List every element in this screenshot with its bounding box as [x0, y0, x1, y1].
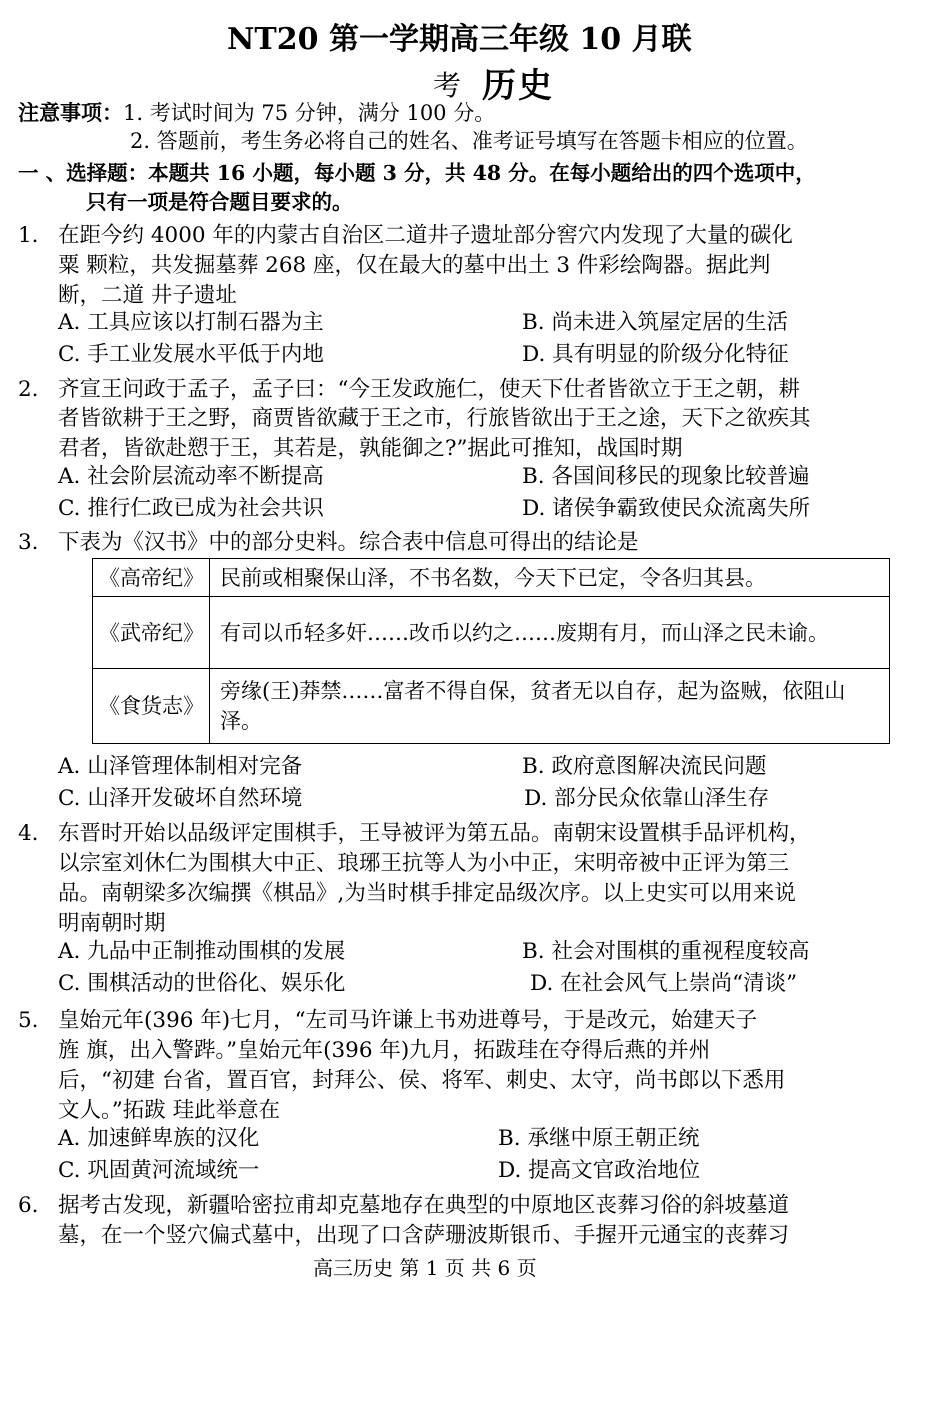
- section-heading-line2: 只有一项是符合题目要求的。: [86, 190, 353, 214]
- table-cell-text: 有司以币轻多奸……改币以约之……废期有月，而山泽之民未谕。: [210, 597, 890, 669]
- table-cell-text: 旁缘(王)莽禁……富者不得自保，贫者无以自存，起为盗贼，依阻山泽。: [210, 669, 890, 744]
- option-d: D. 提高文官政治地位: [498, 1158, 701, 1183]
- option-b: B. 尚未进入筑屋定居的生活: [522, 310, 788, 335]
- table-cell-book: 《高帝纪》: [93, 559, 210, 597]
- question-number: 5.: [18, 1008, 39, 1033]
- option-a: A. 加速鲜卑族的汉化: [58, 1126, 260, 1151]
- question-stem-line: 后，“初建 台省，置百官，封拜公、侯、将军、刺史、太守，尚书郎以下悉用: [58, 1068, 786, 1093]
- option-c: C. 推行仁政已成为社会共识: [58, 496, 324, 521]
- question-stem-line: 君者，皆欲赴愬于王，其若是，孰能御之?”据此可推知，战国时期: [58, 436, 683, 461]
- question-stem-line: 墓，在一个竖穴偏式墓中，出现了口含萨珊波斯银币、手握开元通宝的丧葬习: [58, 1223, 790, 1248]
- question-number: 4.: [18, 821, 39, 846]
- question-stem-line: 粟 颗粒，共发掘墓葬 268 座，仅在最大的墓中出土 3 件彩绘陶器。据此判: [58, 253, 771, 278]
- question-number: 6.: [18, 1193, 39, 1218]
- question-stem-line: 断，二道 井子遗址: [58, 283, 237, 308]
- table-cell-text: 民前或相聚保山泽，不书名数，今天下已定，令各归其县。: [210, 559, 890, 597]
- notes-line1: [18, 98, 495, 128]
- question-stem-line: 下表为《汉书》中的部分史料。综合表中信息可得出的结论是: [58, 530, 639, 555]
- option-d: D. 具有明显的阶级分化特征: [522, 342, 789, 367]
- option-a: A. 工具应该以打制石器为主: [58, 310, 324, 335]
- question-stem-line: 齐宣王问政于孟子，孟子曰：“今王发政施仁，使天下仕者皆欲立于王之朝，耕: [58, 377, 800, 402]
- question-stem-line: 东晋时开始以品级评定围棋手，王导被评为第五品。南朝宋设置棋手品评机构，: [58, 821, 811, 846]
- table-cell-book: 《武帝纪》: [93, 597, 210, 669]
- option-a: A. 社会阶层流动率不断提高: [58, 464, 324, 489]
- exam-subject: 历史: [482, 66, 554, 106]
- option-d: D. 部分民众依靠山泽生存: [524, 786, 770, 811]
- option-c: C. 手工业发展水平低于内地: [58, 342, 324, 367]
- table-row: [93, 669, 890, 744]
- option-b: B. 政府意图解决流民问题: [522, 754, 767, 779]
- question-stem-line: 文人。”拓跋 珪此举意在: [58, 1098, 281, 1123]
- table-row: [93, 597, 890, 669]
- option-c: C. 围棋活动的世俗化、娱乐化: [58, 971, 346, 996]
- option-d: D. 诸侯争霸致使民众流离失所: [522, 496, 811, 521]
- option-c: C. 山泽开发破坏自然环境: [58, 786, 303, 811]
- question-number: 3.: [18, 530, 39, 555]
- page-footer: 高三历史 第 1 页 共 6 页: [313, 1256, 537, 1280]
- option-b: B. 社会对围棋的重视程度较高: [522, 939, 810, 964]
- notes-item1: 1. 考试时间为 75 分钟，满分 100 分。: [123, 101, 496, 125]
- source-table: [92, 558, 890, 744]
- exam-title-kao: 考: [433, 69, 462, 102]
- option-b: B. 承继中原王朝正统: [498, 1126, 700, 1151]
- option-b: B. 各国间移民的现象比较普遍: [522, 464, 810, 489]
- option-c: C. 巩固黄河流域统一: [58, 1158, 260, 1183]
- table-cell-book: 《食货志》: [93, 669, 210, 744]
- question-stem-line: 品。南朝梁多次编撰《棋品》,为当时棋手排定品级次序。以上史实可以用来说: [58, 881, 796, 906]
- section-heading-line1: 一 、选择题：本题共 16 小题，每小题 3 分，共 48 分。在每小题给出的四个选项中，: [18, 161, 816, 185]
- question-number: 2.: [18, 377, 39, 402]
- notes-item2: 2. 答题前，考生务必将自己的姓名、准考证号填写在答题卡相应的位置。: [130, 129, 808, 153]
- question-stem-line: 旌 旗，出入警跸。”皇始元年(396 年)九月，拓跋珪在夺得后燕的并州: [58, 1038, 711, 1063]
- exam-title-line1: NT20 第一学期高三年级 10 月联: [227, 22, 692, 57]
- question-stem-line: 据考古发现，新疆哈密拉甫却克墓地存在典型的中原地区丧葬习俗的斜坡墓道: [58, 1193, 790, 1218]
- question-stem-line: 以宗室刘休仁为围棋大中正、琅琊王抗等人为小中正，宋明帝被中正评为第三: [58, 851, 790, 876]
- option-d: D. 在社会风气上崇尚“清谈”: [530, 971, 798, 996]
- question-stem-line: 在距今约 4000 年的内蒙古自治区二道井子遗址部分窖穴内发现了大量的碳化: [58, 223, 793, 248]
- notes-label: 注意事项：: [18, 100, 123, 125]
- question-number: 1.: [18, 223, 39, 248]
- option-a: A. 九品中正制推动围棋的发展: [58, 939, 346, 964]
- question-stem-line: 明南朝时期: [58, 911, 166, 936]
- question-stem-line: 者皆欲耕于王之野，商贾皆欲藏于王之市，行旅皆欲出于王之途，天下之欲疾其: [58, 406, 811, 431]
- question-stem-line: 皇始元年(396 年)七月，“左司马许谦上书劝进尊号，于是改元，始建天子: [58, 1008, 758, 1033]
- option-a: A. 山泽管理体制相对完备: [58, 754, 303, 779]
- table-row: [93, 559, 890, 597]
